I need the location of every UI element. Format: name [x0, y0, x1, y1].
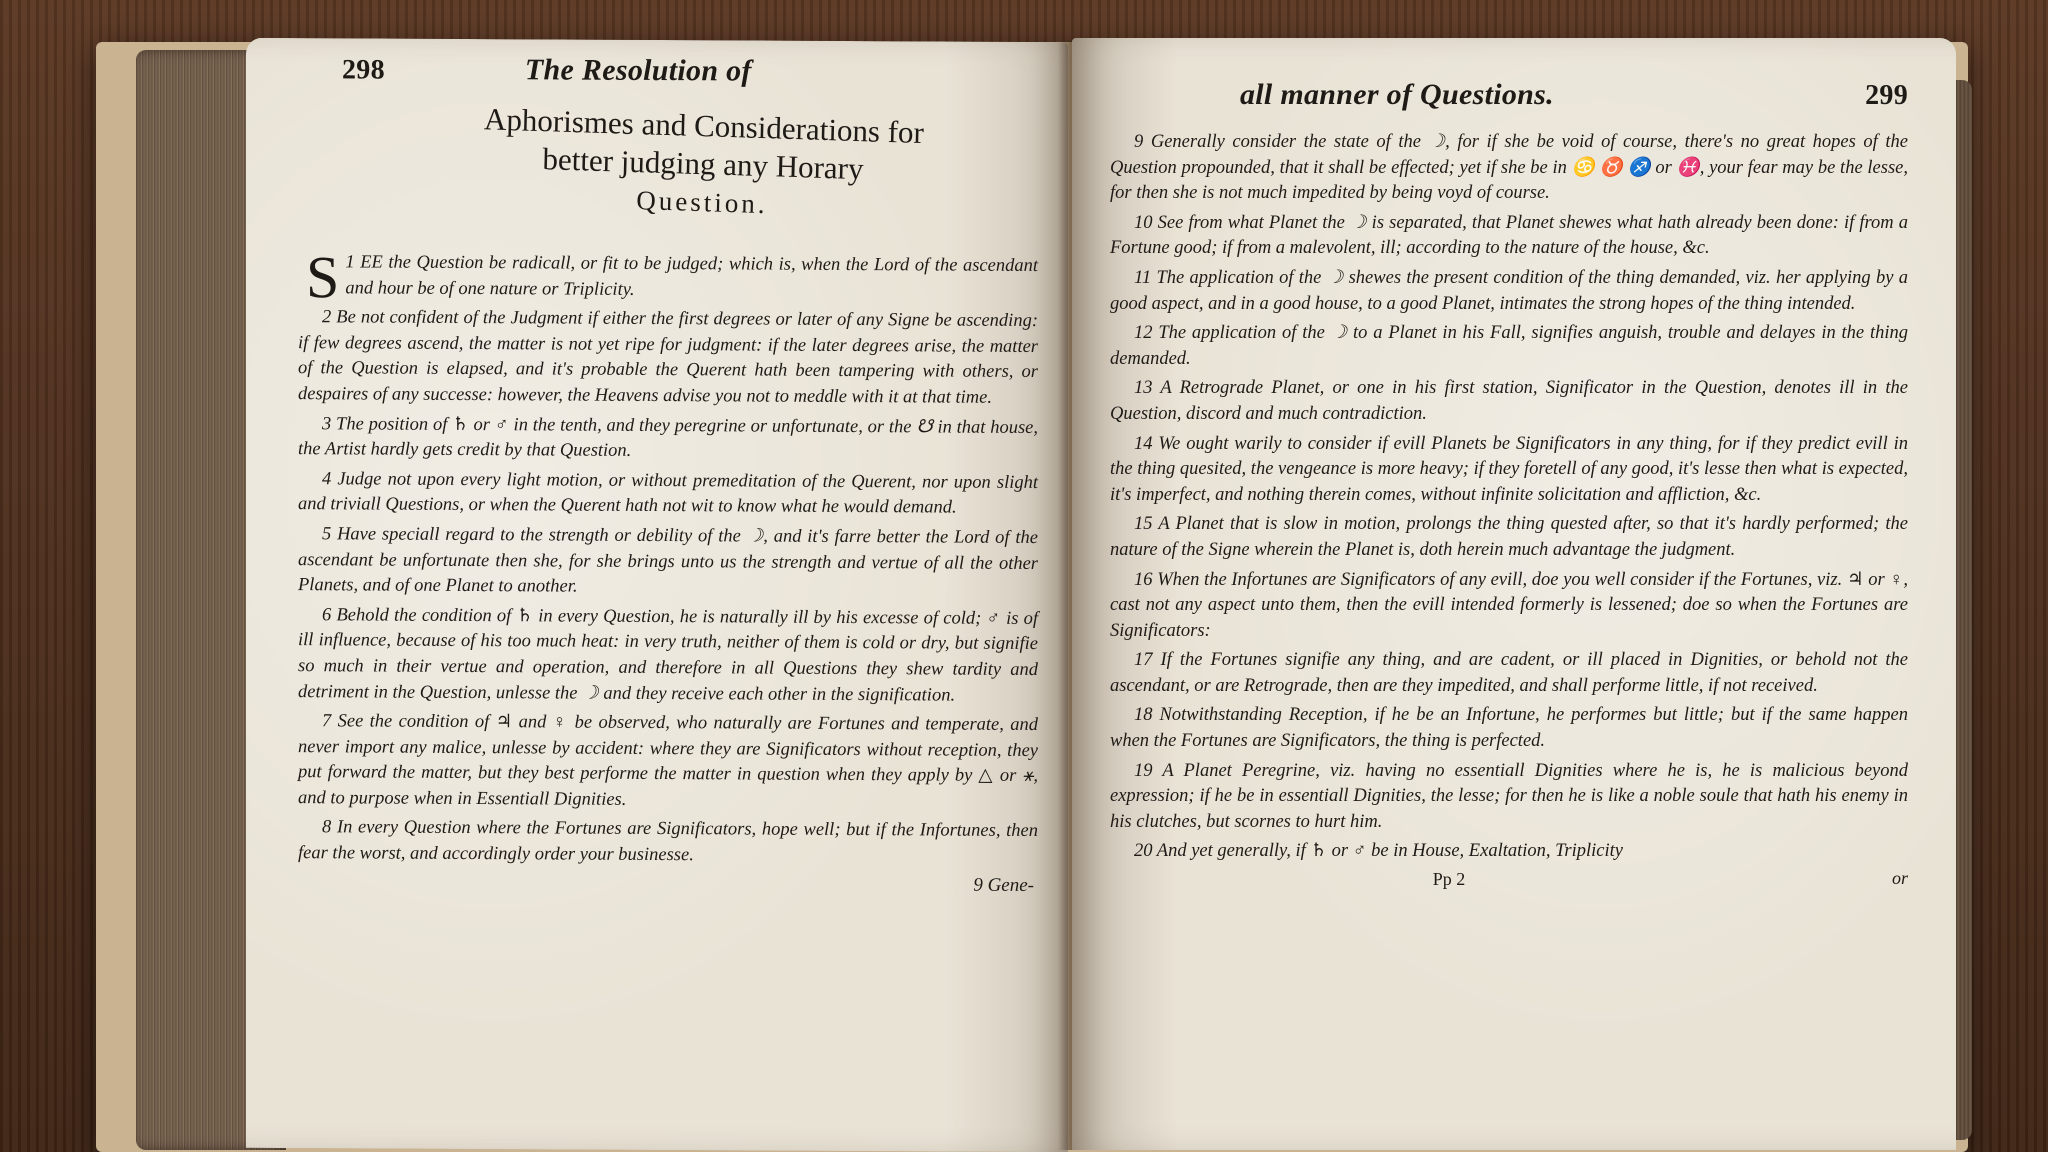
aphorism-8: 8 In every Question where the Fortunes are Significators, hope well; but if the Infortunes, then fear the worst, and accordingly order your businesse. — [298, 817, 1038, 866]
aphorism-4: 4 Judge not upon every light motion, or without premeditation of the Querent, nor upon slight and triviall Questions, or when the Querent hath not wit to know what he would demand. — [298, 468, 1038, 518]
aphorism-16: 16 When the Infortunes are Significators of any evill, doe you well consider if the Fortunes, viz. ♃ or ♀, cast not any aspect unto them, then the evill intended formerly is lessened; doe so when the Fortunes are Significators: — [1110, 569, 1908, 641]
drop-cap: S — [306, 244, 340, 311]
aphorism-11: 11 The application of the ☽ shewes the present condition of the thing demanded, viz. her applying by a good aspect, and in a good house, to a good Planet, intimates the strong hopes of the thing intended. — [1110, 267, 1908, 314]
aphorism-14: 14 We ought warily to consider if evill Planets be Significators in any thing, for if they predict evill in the thing quesited, the vengeance is more heavy; if they foretell of any good, it's lesse then what is expected, it's imperfect, and nothing therein comes, without infinite solicitation and affliction, &c. — [1110, 433, 1908, 505]
aphorism-20: 20 And yet generally, if ♄ or ♂ be in House, Exaltation, Triplicity — [1134, 841, 1623, 862]
aphorism-7: 7 See the condition of ♃ and ♀ be observed, who naturally are Fortunes and temperate, and never import any malice, unlesse by accident: where they are Significators without reception, they put forward the matter, but they best performe the matter in question when they apply by △ or ⚹, and to purpose when in Essentiall Dignities. — [298, 711, 1038, 810]
aphorism-19: 19 A Planet Peregrine, viz. having no essentiall Dignities where he is, he is malicious beyond expression; if he be in essentiall Dignities, the lesse; for then he is like a noble soule that hath his enemy in his clutches, but scornes to hurt him. — [1110, 760, 1908, 832]
left-catchword: 9 Gene- — [973, 874, 1034, 896]
signature-mark: Pp 2 — [1432, 869, 1466, 890]
aphorism-13: 13 A Retrograde Planet, or one in his first station, Significator in the Question, denotes ill in the Question, discord and much contradiction. — [1110, 378, 1908, 424]
aphorism-18: 18 Notwithstanding Reception, if he be an Infortune, he performes but little; but if the same happen when the Fortunes are Significators, the thing is perfected. — [1110, 705, 1908, 752]
left-page — [246, 38, 1068, 1152]
aphorism-6: 6 Behold the condition of ♄ in every Question, he is naturally ill by his excesse of cold; ♂ is of ill influence, because of his too much heat: in very truth, neither of them is cold or dry, but signifie so much in their vertue and operation, and therefore in all Questions they shew tardity and detriment in the Question, unlesse the ☽ and they receive each other in the signification. — [298, 604, 1038, 706]
right-page — [1072, 38, 1956, 1150]
aphorism-2: 2 Be not confident of the Judgment if either the first degrees or later of any Signe be ascending: if few degrees ascend, the matter is not yet ripe for judgment: if the later degrees arise, the matter of the Question is elapsed, and it's probable the Querent hath been tampering with others, or despaires of any successe: however, the Heavens advise you not to meddle with it at that time. — [298, 307, 1038, 408]
aphorism-17: 17 If the Fortunes signifie any thing, and are cadent, or ill placed in Dignities, or behold not the ascendant, or are Retrograde, then are they impedited, and shall performe little, if not received. — [1110, 650, 1908, 696]
right-catchword: or — [1891, 868, 1908, 889]
aphorism-5: 5 Have speciall regard to the strength or debility of the ☽, and it's farre better the Lord of the ascendant be unfortunate then she, for she brings unto us the strength and vertue of all the other Planets, and of one Planet to another. — [298, 524, 1038, 597]
right-running-title: all manner of Questions. — [1240, 78, 1554, 111]
aphorism-3: 3 The position of ♄ or ♂ in the tenth, and they peregrine or unfortunate, or the ☋ in that house, the Artist hardly gets credit by that Question. — [298, 413, 1038, 462]
left-page-number: 298 — [342, 54, 385, 86]
heading-line-3: Question. — [635, 185, 768, 220]
right-page-number: 299 — [1865, 80, 1908, 111]
left-running-head — [298, 52, 1038, 90]
open-book — [96, 20, 1976, 1152]
aphorism-1: S 1 EE the Question be radicall, or fit to be judged; which is, when the Lord of the ascendant and hour be of one nature or Triplicity. — [306, 244, 1038, 311]
aphorism-10: 10 See from what Planet the ☽ is separated, that Planet shewes what hath already been done: if from a Fortune good; if from a malevolent, ill; according to the nature of the house, &c. — [1110, 212, 1908, 259]
section-heading — [297, 94, 1040, 231]
heading-line-2: better judging any Horary — [542, 141, 864, 187]
aphorism-12: 12 The application of the ☽ to a Planet in his Fall, signifies anguish, trouble and delayes in the thing demanded. — [1110, 323, 1908, 369]
left-running-title: The Resolution of — [524, 53, 752, 88]
aphorism-9: 9 Generally consider the state of the ☽, for if she be void of course, there's no great hopes of the Question propounded, that it shall be effected; yet if she be in ♋ ♉ ♐ or ♓, your fear may be the lesse, for then she is not much impedited by being voyd of course. — [1110, 132, 1908, 204]
right-running-head — [1110, 78, 1908, 112]
heading-line-1: Aphorismes and Considerations for — [483, 101, 925, 151]
aphorism-15: 15 A Planet that is slow in motion, prolongs the thing quested after, so that it's hardly performed; the nature of the Signe wherein the Planet is, doth herein much advantage the judgment. — [1110, 514, 1908, 560]
